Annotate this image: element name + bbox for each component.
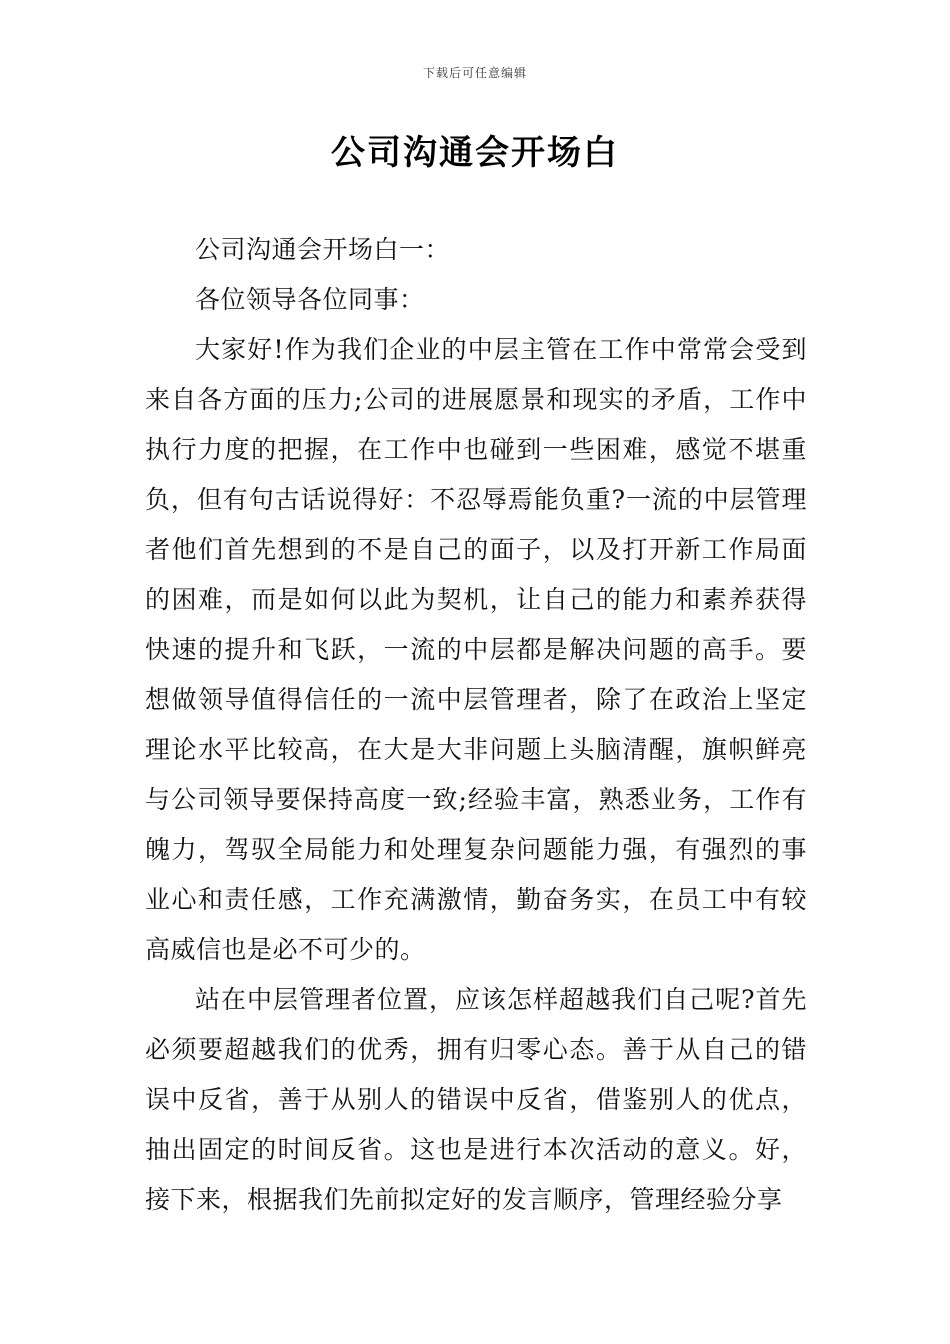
paragraph-body-1: 大家好!作为我们企业的中层主管在工作中常常会受到来自各方面的压力;公司的进展愿景和现实的矛盾，工作中执行力度的把握，在工作中也碰到一些困难，感觉不堪重负，但有句古话说得好：不忍辱焉能负重?一流的中层管理者他们首先想到的不是自己的面子，以及打开新工作局面的困难，而是如何以此为契机，让自己的能力和素养获得快速的提升和飞跃，一流的中层都是解决问题的高手。要想做领导值得信任的一流中层管理者，除了在政治上坚定理论水平比较高，在大是大非问题上头脑清醒，旗帜鲜亮与公司领导要保持高度一致;经验丰富，熟悉业务，工作有魄力，驾驭全局能力和处理复杂问题能力强，有强烈的事业心和责任感，工作充满激情，勤奋务实，在员工中有较高威信也是必不可少的。	[145, 335, 807, 964]
document-title: 公司沟通会开场白	[331, 133, 619, 173]
paragraph-heading: 公司沟通会开场白一：	[195, 235, 451, 264]
paragraph-body-2: 站在中层管理者位置，应该怎样超越我们自己呢?首先必须要超越我们的优秀，拥有归零心态。善于从自己的错误中反省，善于从别人的错误中反省，借鉴别人的优点，抽出固定的时间反省。这也是进行本次活动的意义。好，接下来，根据我们先前拟定好的发言顺序，管理经验分享	[145, 985, 807, 1214]
document-body	[145, 225, 807, 1225]
paragraph-salutation: 各位领导各位同事：	[195, 285, 425, 314]
header-note: 下载后可任意编辑	[422, 66, 527, 80]
